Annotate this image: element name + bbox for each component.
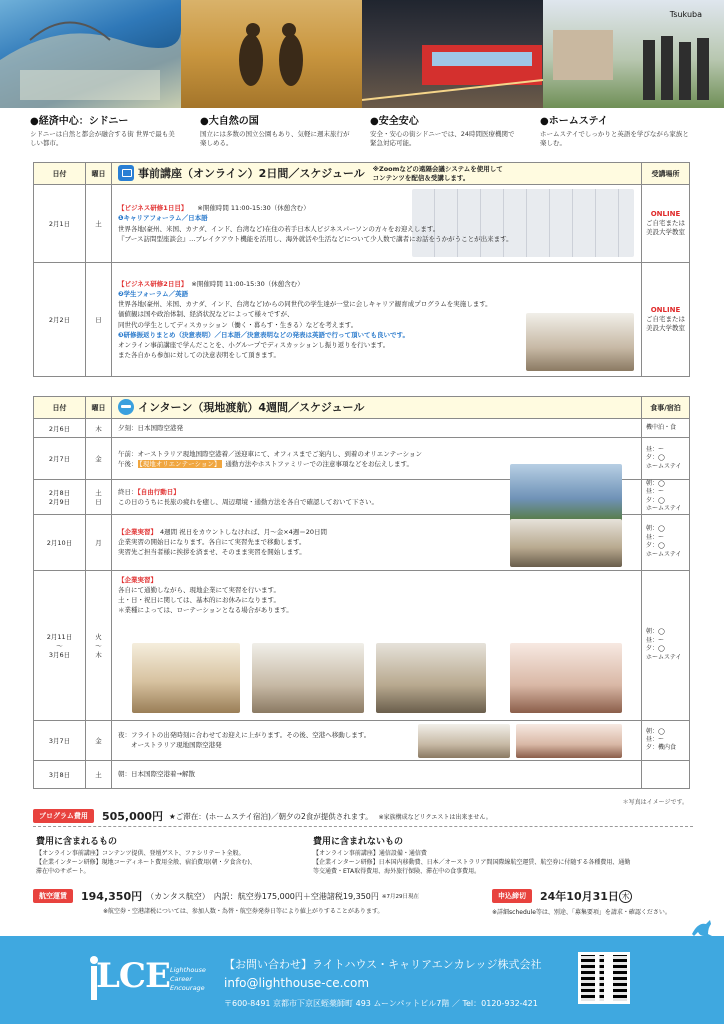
divider bbox=[33, 826, 693, 827]
header-meal: 食事/宿泊 bbox=[642, 397, 690, 419]
row-day: 金 bbox=[86, 720, 112, 760]
row-day: 土 bbox=[86, 760, 112, 788]
internship-tag: 【企業実習】 bbox=[118, 575, 157, 584]
airfare-badge: 航空運賃 bbox=[33, 889, 73, 903]
row-date: 3月8日 bbox=[34, 760, 86, 788]
office-team-photo bbox=[252, 643, 364, 713]
session-tag: 【ビジネス研修1日目】 bbox=[118, 204, 188, 213]
kangaroo-photo bbox=[181, 0, 362, 108]
row-line: ＊業種によっては、ローテーションとなる場合があります。 bbox=[118, 605, 293, 614]
row-line: 土・日・祝日に関しては、基本的にお休みになります。 bbox=[118, 595, 280, 604]
pre-course-schedule-table bbox=[33, 162, 690, 377]
computer-icon bbox=[118, 165, 134, 181]
not-included-title: 費用に含まれないもの bbox=[313, 837, 404, 847]
program-fee-badge: プログラム費用 bbox=[33, 809, 94, 823]
kangaroo-icon bbox=[690, 916, 714, 938]
included-text: 【オンライン事前講座】コンテンツ提供、登壇ゲスト、ファシリテート全般。 【企業インターン研修】現地コーディネート費用全般、宿泊費用(朝・夕食含む)、 滞在中のサポート。 bbox=[36, 850, 256, 875]
session-subtitle: ❸研修振返りまとめ（決意表明）／日本語／決意表明などの発表は英語で行って頂いても良いです。 bbox=[118, 330, 409, 339]
tram-photo bbox=[362, 0, 543, 108]
photo-note: ＊写真はイメージです。 bbox=[622, 799, 688, 806]
row-date: 2月11日 〜 3月6日 bbox=[34, 570, 86, 720]
table-row bbox=[34, 185, 690, 263]
row-date: 2月2日 bbox=[34, 263, 86, 377]
photo-strip bbox=[0, 0, 724, 108]
row-date: 3月7日 bbox=[34, 720, 86, 760]
deadline-note: ※詳細schedule等は、別途、「募集要項」を請求・確認ください。 bbox=[492, 909, 671, 916]
session-line: 『ブース訪問型座談会』…ブレイクアウト機能を活用し、海外就活や生活などについて少人数で講者にお話をうかがうことが出来ます。 bbox=[118, 234, 513, 243]
header-date: 日付 bbox=[34, 163, 86, 185]
orientation-tag: 【現地オリエンテーション】 bbox=[139, 459, 221, 468]
session-time: ※開催時間 11:00-15:30（休憩含む） bbox=[191, 280, 304, 289]
row-content bbox=[112, 419, 642, 438]
included-title: 費用に含まれるもの bbox=[36, 837, 118, 847]
venue-sub: ご自宅または 美設大学教室 bbox=[646, 219, 685, 237]
meal-cell: 朝：◯ 昼：ー 夕：◯ ホームステイ bbox=[642, 514, 690, 570]
session-subtitle: ❷学生フォーラム／英語 bbox=[118, 290, 189, 299]
row-content bbox=[112, 720, 642, 760]
feature-item bbox=[540, 112, 710, 149]
feature-title: ●ホームステイ bbox=[540, 116, 608, 127]
contact-block bbox=[224, 956, 541, 1009]
zoom-note: ※Zoomなどの遠隔会議システムを使用して コンテンツを配信＆受講します。 bbox=[372, 165, 503, 182]
row-date: 2月7日 bbox=[34, 438, 86, 480]
feature-desc: 安全・安心の街シドニーでは、24時間医療機関で緊急対応可能。 bbox=[370, 130, 515, 148]
session-line: 世界各地(豪州、米国、カナダ、インド、台湾など)在住の若手日本人ビジネスパーソンの方々をお迎えします。 bbox=[118, 224, 440, 233]
footer bbox=[0, 936, 724, 1024]
row-line: この日のうちに長旅の疲れを癒し、周辺環境・通勤方法を各自で確認しておいて下さい。 bbox=[118, 497, 378, 506]
row-date: 2月1日 bbox=[34, 185, 86, 263]
feature-list bbox=[30, 112, 710, 149]
header-venue: 受講場所 bbox=[642, 163, 690, 185]
program-fee-amount: 505,000円 bbox=[101, 810, 164, 823]
row-content bbox=[112, 185, 642, 263]
program-fee-row bbox=[33, 808, 693, 824]
meal-cell bbox=[642, 760, 690, 788]
row-line: オーストラリア現地国際空港発 bbox=[118, 741, 222, 750]
row-date: 2月10日 bbox=[34, 514, 86, 570]
row-line: 各自にて通勤しながら、現地企業にて実習を行います。 bbox=[118, 585, 280, 594]
included-section bbox=[36, 834, 356, 876]
tram-illustration bbox=[362, 0, 543, 108]
session-tag: 【ビジネス研修2日目】 bbox=[118, 280, 188, 289]
airfare-carrier: （カンタス航空） bbox=[146, 891, 210, 901]
row-content bbox=[112, 760, 642, 788]
row-day: 日 bbox=[86, 263, 112, 377]
contact-email[interactable]: info@lighthouse-ce.com bbox=[224, 976, 370, 990]
row-line: 朝：日本国際空港着→解散 bbox=[118, 770, 195, 779]
meal-cell: 機中泊・食 bbox=[642, 419, 690, 438]
table-row bbox=[34, 720, 690, 760]
row-line-prefix: 午後： bbox=[118, 459, 138, 468]
restaurant-photo bbox=[376, 643, 486, 713]
logo-subtitle: Lighthouse Career Encourage bbox=[170, 966, 206, 992]
row-line: 夜：フライトの出発時刻に合わせてお迎えに上がります。その後、空港へ移動します。 bbox=[118, 731, 371, 740]
logo: LCE bbox=[96, 956, 170, 996]
session-line: 同世代の学生としてディスカッション（働く・暮らす・生きる）などを考えます。 bbox=[118, 320, 358, 329]
row-date: 2月6日 bbox=[34, 419, 86, 438]
session-subtitle: ❶キャリアフォーラム／日本語 bbox=[118, 214, 208, 223]
session-line: 世界各地(豪州、米国、カナダ、インド、台湾など)からの同世代の学生達が一堂に会しキャリア観育成プログラムを実施します。 bbox=[118, 300, 492, 309]
row-line: 実習先ご担当者様に挨拶を済ませ、そのまま実習を開始します。 bbox=[118, 548, 306, 557]
meal-cell: 朝：◯ 昼：ー 夕：◯ ホームステイ bbox=[642, 570, 690, 720]
row-day: 火 〜 木 bbox=[86, 570, 112, 720]
deadline-date: 24年10月31日 bbox=[540, 890, 619, 903]
session-line: また各自から参加に対しての決意表明をして頂きます。 bbox=[118, 350, 280, 359]
deadline-row bbox=[492, 888, 632, 904]
row-line: 企業実習の開始日になります。各自にて実習先まで移動します。 bbox=[118, 538, 306, 547]
kangaroo-illustration bbox=[181, 0, 362, 108]
feature-title: ●経済中心：シドニー bbox=[30, 116, 129, 127]
header-day: 曜日 bbox=[86, 163, 112, 185]
meal-cell: 朝：◯ 昼：ー 夕：◯ ホームステイ bbox=[642, 480, 690, 515]
session-line: 価値観は国や政治体制、経済状況などによって様々ですが、 bbox=[118, 310, 294, 319]
cafe-photo bbox=[510, 643, 622, 713]
table-row bbox=[34, 570, 690, 720]
row-line: 4週間 祝日をカウントしなければ、月〜金×4週＝20日間 bbox=[160, 528, 328, 537]
airfare-detail: 内訳：航空券175,000円＋空港諸税19,350円 bbox=[213, 891, 379, 901]
feature-desc: 国立には多数の国立公園もあり、気軽に週末旅行が楽しめる。 bbox=[200, 130, 350, 148]
venue-cell bbox=[642, 185, 690, 263]
internship-schedule-table bbox=[33, 396, 690, 789]
feature-item bbox=[200, 112, 370, 149]
feature-desc: ホームステイでしっかりと英語を学びながら家族と楽しむ。 bbox=[540, 130, 689, 148]
row-content bbox=[112, 480, 642, 515]
row-content bbox=[112, 514, 642, 570]
feature-title: ●安全安心 bbox=[370, 116, 419, 127]
free-day-tag: 【自由行動日】 bbox=[137, 487, 180, 496]
airfare-amount: 194,350円 bbox=[81, 890, 143, 903]
row-line: 夕刻：日本国際空港発 bbox=[118, 424, 183, 432]
table-row bbox=[34, 263, 690, 377]
contact-label: 【お問い合わせ】ライトハウス・キャリアエンカレッジ株式会社 bbox=[224, 958, 542, 971]
sydney-harbour-illustration bbox=[0, 0, 181, 108]
table-header-row bbox=[34, 397, 690, 419]
table-row bbox=[34, 419, 690, 438]
airfare-date-note: ※7月29日現在 bbox=[381, 894, 419, 900]
deadline-weekday: 木 bbox=[619, 890, 632, 903]
homestay-photo bbox=[543, 0, 724, 108]
feature-item bbox=[370, 112, 540, 149]
header-day: 曜日 bbox=[86, 397, 112, 419]
feature-item bbox=[30, 112, 200, 149]
session-line: オンライン事前講座で学んだことを、小グループでディスカッションし振り返りを行います。 bbox=[118, 340, 390, 349]
program-fee-note: ★ご滞在：(ホームステイ宿泊)／朝夕の2食が提供されます。 bbox=[169, 811, 373, 821]
not-included-section bbox=[313, 834, 693, 876]
contact-address: 〒600-8491 京都市下京区蛭薬師町 493 ムーンパットビル7階 ／ Tel：0120-932-421 bbox=[224, 999, 538, 1008]
venue-sub: ご自宅または 美設大学教室 bbox=[646, 315, 685, 333]
header-title-cell bbox=[112, 163, 642, 185]
row-line: 通勤方法やホストファミリーでの注意事項などをお伝えします。 bbox=[225, 459, 414, 468]
session-time: ※開催時間 11:00-15:30（休憩含む） bbox=[197, 204, 310, 213]
table-row bbox=[34, 760, 690, 788]
internship-title: インターン（現地渡航）4週間／スケジュール bbox=[138, 401, 365, 414]
venue-online: ONLINE bbox=[650, 209, 681, 218]
airplane-icon bbox=[118, 399, 134, 415]
qr-code-pattern bbox=[581, 955, 627, 1001]
table-header-row bbox=[34, 163, 690, 185]
program-fee-note2: ※家族構成などリクエストは出来ません。 bbox=[378, 813, 492, 821]
row-day: 土 bbox=[86, 185, 112, 263]
header-title-cell bbox=[112, 397, 642, 419]
row-content bbox=[112, 263, 642, 377]
row-line-prefix: 終日： bbox=[118, 487, 138, 496]
row-day: 月 bbox=[86, 514, 112, 570]
airfare-sub-note: ※航空券・空港諸税については、参加人数・為替・航空券発券日等により値上がりすることがあります。 bbox=[103, 908, 384, 915]
row-line: 午前：オーストラリア現地国際空港着／送迎車にて、オフィスまでご案内し、到着のオリエンテーション bbox=[118, 449, 422, 458]
table-row bbox=[34, 514, 690, 570]
table-row bbox=[34, 480, 690, 515]
deadline-badge: 申込締切 bbox=[492, 889, 532, 903]
meal-cell: 朝：◯ 昼：ー 夕：機内食 bbox=[642, 720, 690, 760]
classroom-photo bbox=[132, 643, 240, 713]
meal-cell: 昼：ー 夕：◯ ホームステイ bbox=[642, 438, 690, 480]
not-included-text: 【オンライン事前講座】通信設備・通信費 【企業インターン研修】日本国内移動費、日本／オーストラリア間国際線航空運賃、航空券に付随する各種費用、通勤 等交通費・ETA取得費用、海外旅行保険、滞在中の食事費用。 bbox=[313, 850, 631, 875]
internship-tag: 【企業実習】 bbox=[118, 528, 157, 537]
row-content bbox=[112, 570, 642, 720]
qr-code[interactable] bbox=[578, 952, 630, 1004]
row-day: 金 bbox=[86, 438, 112, 480]
row-day: 土 日 bbox=[86, 480, 112, 515]
venue-online: ONLINE bbox=[650, 305, 681, 314]
feature-desc: シドニーは自然と都会が融合する街 世界で最も美しい都市。 bbox=[30, 130, 175, 148]
pre-course-title: 事前講座（オンライン）2日間／スケジュール bbox=[138, 166, 365, 180]
tsukuba-label: Tsukuba bbox=[669, 10, 702, 19]
sydney-harbour-photo bbox=[0, 0, 181, 108]
row-date: 2月8日 2月9日 bbox=[34, 480, 86, 515]
feature-title: ●大自然の国 bbox=[200, 116, 259, 127]
header-date: 日付 bbox=[34, 397, 86, 419]
row-day: 木 bbox=[86, 419, 112, 438]
venue-cell bbox=[642, 263, 690, 377]
